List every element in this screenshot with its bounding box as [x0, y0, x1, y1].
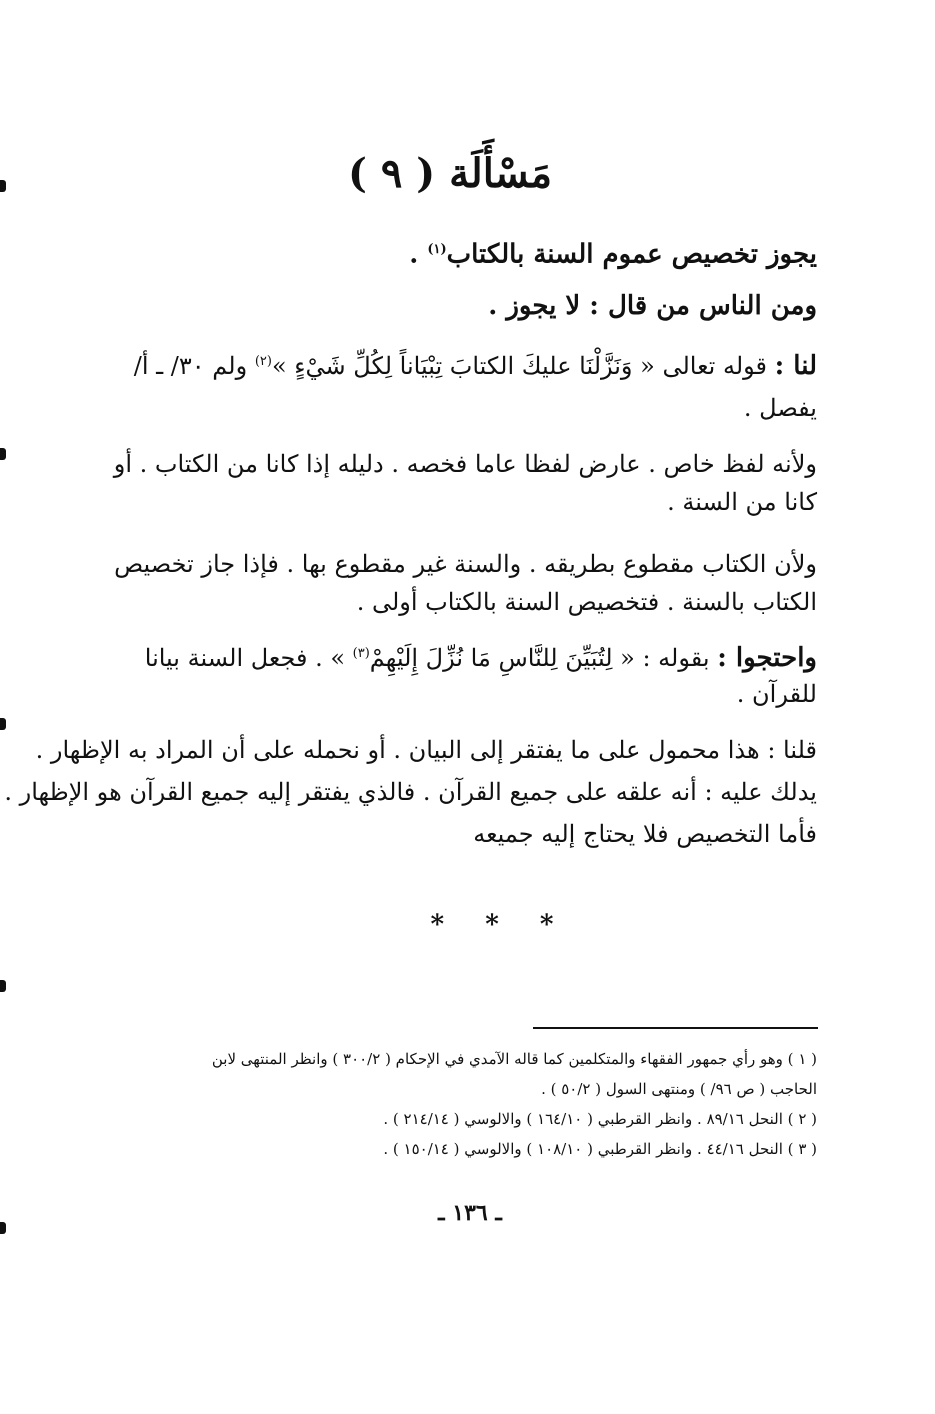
footnote-1-line-2: الحاجب ( ص ٩٦/ ) ومنتهى السول ( ٥٠/٢ ) . — [541, 1080, 817, 1098]
text-line-6: كانا من السنة . — [667, 488, 817, 516]
issue-heading: مَسْأَلَة ( ٩ ) — [347, 150, 553, 197]
line-3-text: قوله تعالى « وَنَزَّلْنَا عليكَ الكتابَ تِبْيَاناً لِكُلِّ شَيْءٍ » — [271, 352, 775, 380]
line-1-end: . — [409, 239, 428, 270]
line-3-lead: لنا : — [774, 351, 817, 381]
line-9-end: » . فجعل السنة بيانا — [144, 644, 353, 672]
footnote-1-line-1: ( ١ ) وهو رأي جمهور الفقهاء والمتكلمين كما قاله الآمدي في الإحكام ( ٣٠٠/٢ ) وانظر المنتهى لابن — [211, 1050, 817, 1068]
text-line-2: ومن الناس من قال : لا يجوز . — [488, 291, 817, 321]
text-line-11: قلنا : هذا محمول على ما يفتقر إلى البيان . أو نحمله على أن المراد به الإظهار . — [35, 736, 817, 764]
scan-edge-mark — [0, 718, 6, 730]
line-1-text: يجوز تخصيص عموم السنة بالكتاب — [446, 239, 817, 270]
line-9-text: بقوله : « لِتُبَيِّنَ لِلنَّاسِ مَا نُزِّلَ إِلَيْهِمْ — [369, 644, 718, 672]
section-separator-stars: * * * — [430, 910, 570, 940]
footnote-2: ( ٢ ) النحل ٨٩/١٦ . وانظر القرطبي ( ١٦٤/١٠ ) والالوسي ( ٢١٤/١٤ ) . — [383, 1110, 817, 1128]
text-line-10: للقرآن . — [736, 680, 817, 708]
text-line-3 — [135, 338, 817, 390]
footnote-ref-3: (٣) — [352, 646, 370, 661]
scan-edge-mark — [0, 448, 6, 460]
text-line-8: الكتاب بالسنة . فتخصيص السنة بالكتاب أولى . — [356, 588, 817, 616]
text-line-4: يفصل . — [743, 394, 817, 422]
line-3-end: ولم ٣٠/ ـ أ/ — [133, 352, 255, 380]
text-line-1 — [135, 226, 817, 279]
footnote-3: ( ٣ ) النحل ٤٤/١٦ . وانظر القرطبي ( ١٠٨/١٠ ) والالوسي ( ١٥٠/١٤ ) . — [383, 1140, 817, 1158]
footnote-ref-2: (٢) — [254, 354, 272, 369]
text-line-12: يدلك عليه : أنه علقه على جميع القرآن . فالذي يفتقر إليه جميع القرآن هو الإظهار . — [4, 778, 817, 806]
text-line-7: ولأن الكتاب مقطوع بطريقه . والسنة غير مقطوع بها . فإذا جاز تخصيص — [114, 550, 817, 578]
page-number: ـ ١٣٦ ـ — [438, 1200, 502, 1226]
footnote-rule — [533, 1027, 818, 1029]
line-9-lead: واحتجوا : — [717, 643, 817, 673]
scan-edge-mark — [0, 180, 6, 192]
footnote-ref-1: (١) — [427, 242, 447, 257]
scan-edge-mark — [0, 1222, 6, 1234]
text-line-5: ولأنه لفظ خاص . عارض لفظا عاما فخصه . دليله إذا كانا من الكتاب . أو — [113, 450, 817, 478]
scan-edge-mark — [0, 980, 6, 992]
text-line-13: فأما التخصيص فلا يحتاج إليه جميعه — [473, 820, 817, 848]
